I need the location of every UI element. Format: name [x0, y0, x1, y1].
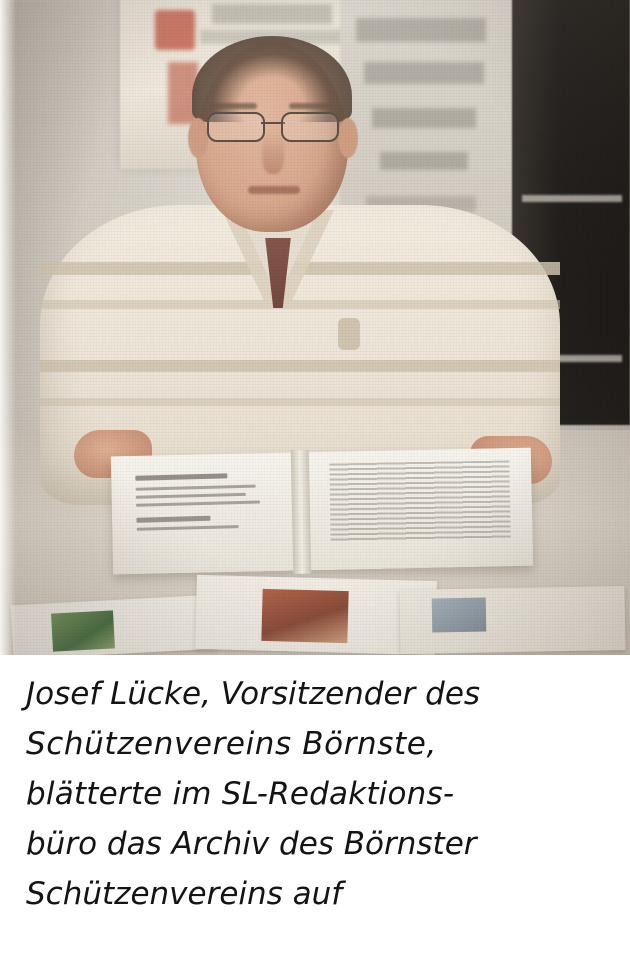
newspaper-text-column-right: [329, 460, 510, 541]
newspaper-headline: [135, 473, 227, 480]
glasses-left-lens: [207, 112, 265, 142]
whiteboard-writing-line: [364, 62, 484, 84]
caption-line: Schützenvereins Börnste,: [26, 726, 437, 762]
right-ear: [338, 118, 358, 158]
poster-graphic-red-a: [155, 10, 195, 50]
sweater-stripe: [40, 300, 560, 309]
clipping-photo: [51, 610, 115, 651]
glasses-right-lens: [281, 112, 339, 142]
clipping-photo: [261, 589, 348, 643]
whiteboard-writing-line: [356, 18, 486, 42]
newspaper-text-column-left: [131, 468, 273, 534]
sweater-emblem: [338, 318, 360, 350]
photo-caption: [0, 655, 630, 960]
whiteboard-writing-line: [380, 152, 468, 170]
newspaper-subhead: [136, 516, 210, 523]
newspaper-text-line: [137, 525, 239, 531]
newspaper-text-line: [136, 493, 246, 499]
newspaper-text-line: [136, 485, 256, 491]
clipping-photo: [432, 598, 487, 633]
whiteboard-writing-line: [372, 108, 476, 128]
nose: [262, 132, 284, 174]
caption-line: Schützenvereins auf: [26, 876, 343, 912]
newspaper-text-line: [136, 500, 260, 506]
newspaper-fold: [291, 450, 312, 574]
poster-text-block-a: [212, 4, 332, 24]
caption-line: blätterte im SL-Redaktions-: [26, 776, 455, 812]
sweater-stripe: [40, 398, 560, 406]
caption-line: büro das Archiv des Börnster: [26, 826, 477, 862]
sweater-stripe: [40, 360, 560, 372]
caption-line: Josef Lücke, Vorsitzender des: [26, 676, 481, 712]
right-eyebrow: [289, 103, 337, 109]
cabinet-shelf: [522, 195, 622, 202]
left-eyebrow: [209, 103, 257, 109]
mouth: [248, 186, 300, 194]
